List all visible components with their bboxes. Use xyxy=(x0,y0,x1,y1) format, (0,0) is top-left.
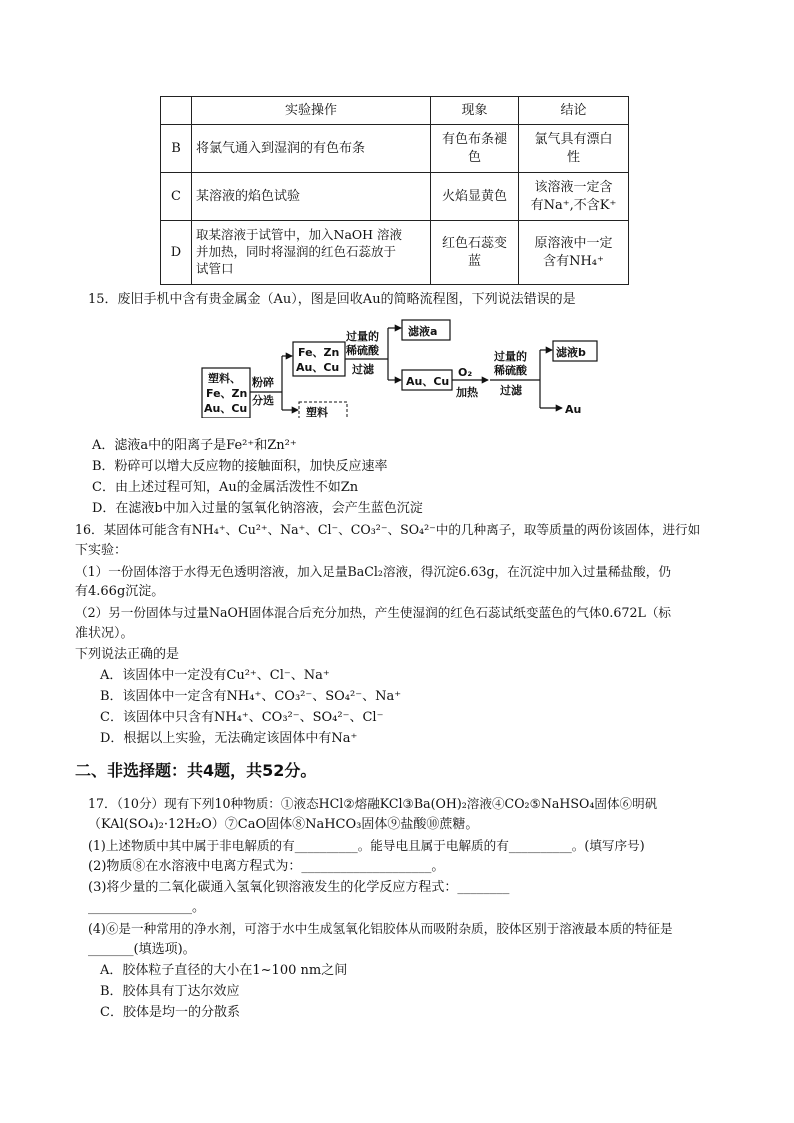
flow-label: 稀硫酸 xyxy=(346,344,379,357)
flow-label: 滤液b xyxy=(556,346,586,359)
text-line: 试管口 xyxy=(196,260,234,276)
operation-cell xyxy=(192,221,431,285)
flow-label: 过量的 xyxy=(494,350,527,363)
q16-experiment-2: （2）另一份固体与过量NaOH固体混合后充分加热，产生使湿润的红色石蕊试纸变蓝色的气体0.672L（标 xyxy=(75,605,672,620)
option-label: B xyxy=(161,125,192,173)
text-line: 取某溶液于试管中，加入NaOH 溶液 xyxy=(196,227,403,243)
flow-label: O₂ xyxy=(458,366,473,379)
flow-label: Au xyxy=(565,403,582,416)
q15-option-b: B．粉碎可以增大反应物的接触面积，加快反应速率 xyxy=(92,459,388,474)
header-operation: 实验操作 xyxy=(192,97,431,125)
q17-option-c: C．胶体是均一的分散系 xyxy=(100,1005,240,1020)
q17-option-b: B．胶体具有丁达尔效应 xyxy=(100,984,240,999)
flow-label: 加热 xyxy=(456,386,478,399)
flow-label: 塑料、 xyxy=(208,372,241,385)
text-line: 性 xyxy=(566,149,580,165)
text-line: 有Na⁺,不含K⁺ xyxy=(530,197,617,213)
q16-experiment-1-cont: 有4.66g沉淀。 xyxy=(75,584,165,599)
q16-option-c: C．该固体中只含有NH₄⁺、CO₃²⁻、SO₄²⁻、Cl⁻ xyxy=(100,710,384,725)
text-line: 并加热，同时将湿润的红色石蕊放于 xyxy=(196,244,397,260)
header-conclusion: 结论 xyxy=(519,97,629,125)
table-row xyxy=(161,173,629,221)
recovery-flowchart xyxy=(200,318,600,418)
experiment-table xyxy=(160,96,629,285)
table-header-row xyxy=(161,97,629,125)
table-row xyxy=(161,221,629,285)
q16-stem: 16．某固体可能含有NH₄⁺、Cu²⁺、Na⁺、Cl⁻、CO₃²⁻、SO₄²⁻中的几种离子，取等质量的两份该固体，进行如 xyxy=(75,522,701,537)
q15-option-c: C．由上述过程可知，Au的金属活泼性不如Zn xyxy=(92,480,359,495)
text-line: 氯气具有漂白 xyxy=(534,131,613,147)
q16-experiment-1: （1）一份固体溶于水得无色透明溶液，加入足量BaCl₂溶液，得沉淀6.63g，在沉淀中加入过量稀盐酸，仍 xyxy=(75,564,671,579)
text-line: 该溶液一定含 xyxy=(534,179,613,195)
text-line: 色 xyxy=(467,149,481,165)
flow-label: 过滤 xyxy=(352,363,374,376)
text-line: 蓝 xyxy=(467,253,481,269)
conclusion-cell xyxy=(519,125,629,173)
header-blank xyxy=(161,97,192,125)
flow-label: 滤液a xyxy=(408,325,438,338)
option-label: C xyxy=(161,173,192,221)
flow-label: 过滤 xyxy=(500,384,522,397)
flow-label: 分选 xyxy=(252,394,274,407)
q17-part-1: (1)上述物质中其中属于非电解质的有__________。能导电且属于电解质的有__________。(填写序号) xyxy=(88,838,645,853)
operation-cell: 将氯气通入到湿润的有色布条 xyxy=(192,125,431,173)
option-label: D xyxy=(161,221,192,285)
phenomenon-cell: 火焰显黄色 xyxy=(431,173,519,221)
conclusion-cell xyxy=(519,221,629,285)
q16-experiment-2-cont: 准状况）。 xyxy=(75,626,134,641)
text-line: 有色布条褪 xyxy=(441,131,507,147)
q17-part-4-cont: _______(填选项)。 xyxy=(88,942,196,957)
q16-stem-cont: 下实验： xyxy=(75,543,128,558)
q15-option-a: A．滤液a中的阳离子是Fe²⁺和Zn²⁺ xyxy=(92,438,297,453)
q17-part-2: (2)物质⑧在水溶液中电离方程式为：____________________。 xyxy=(88,859,445,874)
q16-question: 下列说法正确的是 xyxy=(75,647,180,662)
phenomenon-cell xyxy=(431,221,519,285)
text-line: 原溶液中一定 xyxy=(534,235,613,251)
text-line: 含有NH₄⁺ xyxy=(543,253,604,269)
q17-part-3-cont: ________________。 xyxy=(88,900,206,915)
q16-option-a: A．该固体中一定没有Cu²⁺、Cl⁻、Na⁺ xyxy=(100,668,330,683)
q17-stem-cont: （KAl(SO₄)₂·12H₂O）⑦CaO固体⑧NaHCO₃固体⑨盐酸⑩蔗糖。 xyxy=(88,817,479,832)
q15-option-d: D．在滤液b中加入过量的氢氧化钠溶液，会产生蓝色沉淀 xyxy=(92,501,423,516)
table-row xyxy=(161,125,629,173)
q17-option-a: A．胶体粒子直径的大小在1~100 nm之间 xyxy=(100,963,348,978)
q16-option-b: B．该固体中一定含有NH₄⁺、CO₃²⁻、SO₄²⁻、Na⁺ xyxy=(100,689,402,704)
flow-label: Fe、Zn xyxy=(298,346,340,359)
flow-label: Au、Cu xyxy=(296,361,340,374)
phenomenon-cell xyxy=(431,125,519,173)
flow-label: Au、Cu xyxy=(406,375,450,388)
operation-cell: 某溶液的焰色试验 xyxy=(192,173,431,221)
header-phenomenon: 现象 xyxy=(431,97,519,125)
flow-label: 过量的 xyxy=(346,330,379,343)
flow-label: 稀硫酸 xyxy=(494,364,527,377)
flow-label: 粉碎 xyxy=(252,376,274,389)
flow-label: Fe、Zn xyxy=(206,387,248,400)
q17-part-4: (4)⑥是一种常用的净水剂，可溶于水中生成氢氧化铝胶体从而吸附杂质，胶体区别于溶液最本质的特征是 xyxy=(88,921,673,936)
q15-stem: 15．废旧手机中含有贵金属金（Au），图是回收Au的简略流程图，下列说法错误的是 xyxy=(88,292,576,307)
conclusion-cell xyxy=(519,173,629,221)
q16-option-d: D．根据以上实验，无法确定该固体中有Na⁺ xyxy=(100,731,358,746)
section-heading: 二、非选择题：共4题，共52分。 xyxy=(75,761,317,780)
q17-part-3: (3)将少量的二氧化碳通入氢氧化钡溶液发生的化学反应方程式：________ xyxy=(88,880,510,895)
text-line: 红色石蕊变 xyxy=(441,235,507,251)
q17-stem: 17．（10分）现有下列10种物质：①液态HCl②熔融KCl③Ba(OH)₂溶液④CO₂⑤NaHSO₄固体⑥明矾 xyxy=(88,796,658,811)
flow-label: Au、Cu xyxy=(204,402,248,415)
flow-label: 塑料 xyxy=(306,406,328,418)
